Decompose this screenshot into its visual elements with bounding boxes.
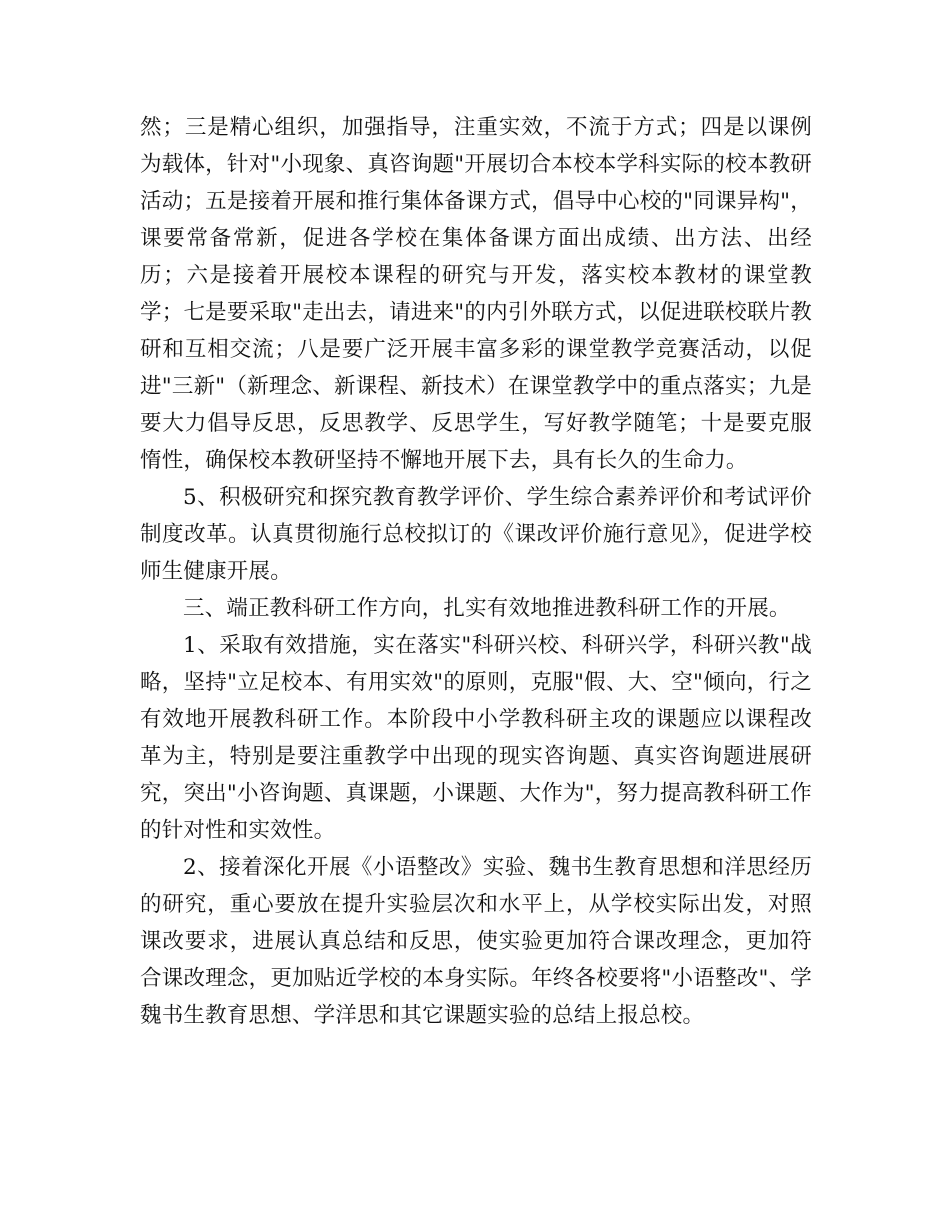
document-body: [140, 109, 812, 1034]
paragraph-continuation: 然；三是精心组织，加强指导，注重实效，不流于方式；四是以课例为载体，针对"小现象、真咨询题"开展切合本校本学科实际的校本教研活动；五是接着开展和推行集体备课方式，倡导中心校的"同课异构"，课要常备常新，促进各学校在集体备课方面出成绩、出方法、出经历；六是接着开展校本课程的研究与开发，落实校本教材的课堂教学；七是要采取"走出去，请进来"的内引外联方式，以促进联校联片教研和互相交流；八是要广泛开展丰富多彩的课堂教学竞赛活动，以促进"三新"（新理念、新课程、新技术）在课堂教学中的重点落实；九是要大力倡导反思，反思教学、反思学生，写好教学随笔；十是要克服惰性，确保校本教研坚持不懈地开展下去，具有长久的生命力。: [140, 115, 812, 473]
paragraph-item-2: 2、接着深化开展《小语整改》实验、魏书生教育思想和洋思经历的研究，重心要放在提升实验层次和水平上，从学校实际出发，对照课改要求，进展认真总结和反思，使实验更加符合课改理念，更加符合课改理念，更加贴近学校的本身实际。年终各校要将"小语整改"、学魏书生教育思想、学洋思和其它课题实验的总结上报总校。: [140, 855, 812, 1028]
section-heading-3: 三、端正教科研工作方向，扎实有效地推进教科研工作的开展。: [183, 596, 791, 621]
paragraph-item-1: 1、采取有效措施，实在落实"科研兴校、科研兴学，科研兴教"战略，坚持"立足校本、有用实效"的原则，克服"假、大、空"倾向，行之有效地开展教科研工作。本阶段中小学教科研主攻的课题应以课程改革为主，特别是要注重教学中出现的现实咨询题、真实咨询题进展研究，突出"小咨询题、真课题，小课题、大作为"，努力提高教科研工作的针对性和实效性。: [140, 633, 812, 843]
paragraph-item-5: 5、积极研究和探究教育教学评价、学生综合素养评价和考试评价制度改革。认真贯彻施行总校拟订的《课改评价施行意见》，促进学校师生健康开展。: [140, 485, 812, 584]
